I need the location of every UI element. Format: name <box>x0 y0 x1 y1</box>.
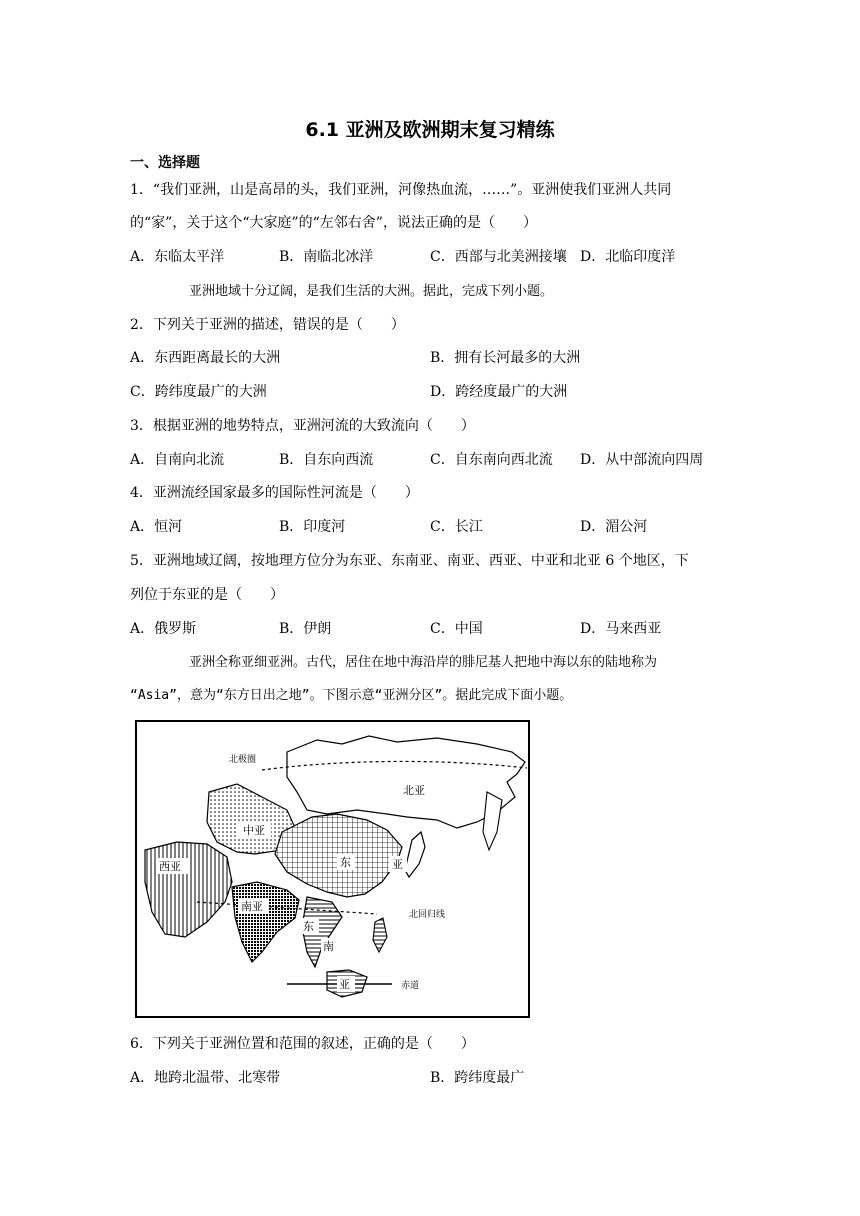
label-west-asia: 西亚 <box>159 860 181 873</box>
q5-option-b: B．伊朗 <box>279 621 332 637</box>
q6-stem: 6．下列关于亚洲位置和范围的叙述，正确的是（ ） <box>130 1036 475 1052</box>
q3-option-d: D．从中部流向四周 <box>580 452 704 468</box>
q1-stem-line1: 1．“我们亚洲，山是高昂的头，我们亚洲，河像热血流，……”。亚洲使我们亚洲人共同 <box>130 182 672 198</box>
q6-option-a: A．地跨北温带、北寒带 <box>130 1070 281 1086</box>
passage-2-line1: 亚洲全称亚细亚洲。古代，居住在地中海沿岸的腓尼基人把地中海以东的陆地称为 <box>189 655 658 670</box>
section-heading: 一、选择题 <box>130 155 200 171</box>
label-southeast-dong: 东 <box>303 920 314 933</box>
south-asia-region <box>232 882 299 962</box>
philippines-islands <box>373 918 387 952</box>
passage-2-line2: “Asia”，意为“东方日出之地”。下图示意“亚洲分区”。据此完成下面小题。 <box>130 688 573 703</box>
q2-option-a: A．东西距离最长的大洲 <box>130 350 281 366</box>
q1-option-a: A．东临太平洋 <box>130 249 225 265</box>
q3-option-c: C．自东南向西北流 <box>430 452 553 468</box>
q1-stem-line2: 的“家”，关于这个“大家庭”的“左邻右舍”，说法正确的是（ ） <box>130 215 537 231</box>
q5-option-c: C．中国 <box>430 621 483 637</box>
q4-stem: 4．亚洲流经国家最多的国际性河流是（ ） <box>130 485 419 501</box>
q4-option-d: D．湄公河 <box>580 519 648 535</box>
label-central-asia: 中亚 <box>243 824 265 837</box>
q2-option-b: B．拥有长河最多的大洲 <box>430 350 581 366</box>
label-tropic: 北回归线 <box>409 910 446 920</box>
q2-option-c: C．跨纬度最广的大洲 <box>130 384 267 400</box>
label-arctic: 北极圈 <box>229 755 257 765</box>
q3-stem: 3．根据亚洲的地势特点，亚洲河流的大致流向（ ） <box>130 418 475 434</box>
japan-islands <box>405 832 425 877</box>
q4-option-a: A．恒河 <box>130 519 183 535</box>
q3-option-b: B．自东向西流 <box>279 452 374 468</box>
q2-option-d: D．跨经度最广的大洲 <box>430 384 568 400</box>
peninsula-shape <box>483 792 502 850</box>
q1-option-d: D．北临印度洋 <box>580 249 676 265</box>
west-asia-region <box>145 842 232 937</box>
label-south-asia: 南亚 <box>241 900 263 913</box>
label-southeast-ya: 亚 <box>339 978 350 991</box>
q5-stem-line2: 列位于东亚的是（ ） <box>130 587 284 603</box>
label-southeast-nan: 南 <box>323 940 334 953</box>
q5-stem-line1: 5．亚洲地域辽阔，按地理方位分为东亚、东南亚、南亚、西亚、中亚和北亚 6 个地区，下 <box>130 553 689 569</box>
q4-option-b: B．印度河 <box>279 519 346 535</box>
q2-stem: 2．下列关于亚洲的描述，错误的是（ ） <box>130 317 405 333</box>
q5-option-d: D．马来西亚 <box>580 621 662 637</box>
q4-option-c: C．长江 <box>430 519 483 535</box>
q5-option-a: A．俄罗斯 <box>130 621 197 637</box>
page-title: 6.1 亚洲及欧洲期末复习精练 <box>305 119 555 141</box>
q1-option-b: B．南临北冰洋 <box>279 249 374 265</box>
label-asia: 亚 <box>392 858 403 871</box>
asia-regions-map <box>135 720 530 1018</box>
label-east: 东 <box>340 856 351 869</box>
passage-1: 亚洲地域十分辽阔，是我们生活的大洲。据此，完成下列小题。 <box>189 284 554 299</box>
q3-option-a: A．自南向北流 <box>130 452 225 468</box>
q6-option-b: B．跨纬度最广 <box>430 1070 525 1086</box>
label-equator: 赤道 <box>401 981 420 991</box>
label-north-asia: 北亚 <box>403 784 425 797</box>
q1-option-c: C．西部与北美洲接壤 <box>430 249 567 265</box>
